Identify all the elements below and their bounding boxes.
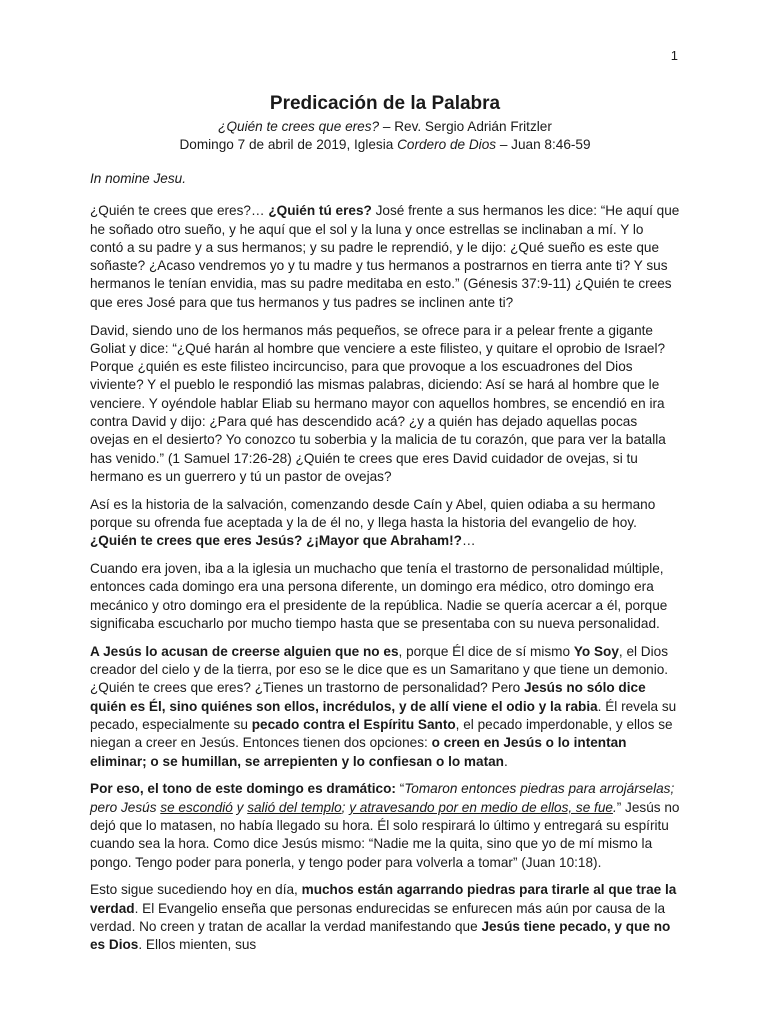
document-subtitle [90, 118, 680, 136]
paragraph-5: A Jesús lo acusan de creerse alguien que no es, porque Él dice de sí mismo Yo Soy, el Dios creador del cielo y de la tierra, por eso se le dice que es un Samaritano y que tiene un demonio. ¿Quién te crees que eres? ¿Tienes un trastorno de personalidad? Pero Jesús no sólo dice quién es Él, sino quiénes son ellos, incrédulos, y de allí viene el odio y la rabia. Él revela su pecado, especialmente su pecado contra el Espíritu Santo, el pecado imperdonable, y ellos se niegan a creer en Jesús. Entonces tienen dos opciones: o creen en Jesús o lo intentan eliminar; o se humillan, se arrepienten y lo confiesan o lo matan. [90, 643, 677, 769]
paragraph-7: Esto sigue sucediendo hoy en día, muchos están agarrando piedras para tirarle al que trae la verdad. El Evangelio enseña que personas endurecidas se enfurecen más aún por causa de la verdad. No creen y tratan de acallar la verdad manifestando que Jesús tiene pecado, y que no es Dios. Ellos mienten, sus [90, 882, 677, 953]
page-number: 1 [670, 48, 678, 63]
paragraph-3: Así es la historia de la salvación, comenzando desde Caín y Abel, quien odiaba a su hermano porque su ofrenda fue aceptada y la de él no, y llega hasta la historia del evangelio de hoy. ¿Quién te crees que eres Jesús? ¿¡Mayor que Abraham!?… [90, 496, 656, 549]
sermon-question: ¿Quién te crees que eres? [218, 119, 380, 134]
opening-line: In nomine Jesu. [90, 171, 186, 186]
date-text: Domingo 7 de abril de 2019, Iglesia [179, 137, 398, 152]
paragraph-4: Cuando era joven, iba a la iglesia un muchacho que tenía el trastorno de personalidad múltiple, entonces cada domingo era una persona diferente, un domingo era médico, otro domingo era mecánico y otro domingo era el presidente de la república. Nadie se quería acercar a él, porque significaba escucharlo por mucho tiempo hasta que se presentaba con su nueva personalidad. [90, 561, 668, 632]
sermon-dateline [90, 136, 680, 154]
document-title: Predicación de la Palabra [269, 93, 501, 114]
reading-ref: – Juan 8:46-59 [496, 137, 591, 152]
church-name: Cordero de Dios [397, 137, 497, 152]
paragraph-6: Por eso, el tono de este domingo es dramático: “Tomaron entonces piedras para arrojárselas; pero Jesús se escondió y salió del templo; y atravesando por en medio de ellos, se fue.” Jesús no dejó que lo matasen, no había llegado su hora. Él solo respirará lo último y entregará su espíritu cuando sea la hora. Como dice Jesús mismo: “Nadie me la quita, sino que yo de mí mismo la pongo. Tengo poder para ponerla, y tengo poder para volverla a tomar” (Juan 10:18). [90, 781, 680, 870]
sermon-author: – Rev. Sergio Adrián Fritzler [379, 119, 552, 134]
sermon-document [90, 92, 680, 964]
paragraph-2: David, siendo uno de los hermanos más pequeños, se ofrece para ir a pelear frente a gigante Goliat y dice: “¿Qué harán al hombre que venciere a este filisteo, y quitare el oprobio de Israel? Porque ¿quién es este filisteo incircunciso, para que provoque a los escuadrones del Dios viviente? Y el pueblo le respondió las mismas palabras, diciendo: Así se hará al hombre que le venciere. Y oyéndole hablar Eliab su hermano mayor con aquellos hombres, se encendió en ira contra David y dijo: ¿Para qué has descendido acá? ¿y a quién has dejado aquellas pocas ovejas en el desierto? Yo conozco tu soberbia y la malicia de tu corazón, que para ver la batalla has venido.” (1 Samuel 17:26-28) ¿Quién te crees que eres David cuidador de ovejas, si tu hermano es un guerrero y tú un pastor de ovejas? [90, 322, 666, 484]
paragraph-1: ¿Quién te crees que eres?… ¿Quién tú eres? José frente a sus hermanos les dice: “He aquí que he soñado otro sueño, y he aquí que el sol y la luna y once estrellas se inclinaban a mí. Y lo contó a su padre y a sus hermanos; y su padre le reprendió, y le dijo: ¿Qué sueño es este que soñaste? ¿Acaso vendremos yo y tu madre y tus hermanos a postrarnos en tierra ante ti? Y sus hermanos le tenían envidia, mas su padre meditaba en esto.” (Génesis 37:9-11) ¿Quién te crees que eres José para que tus hermanos y tus padres se inclinen ante ti? [90, 203, 680, 310]
